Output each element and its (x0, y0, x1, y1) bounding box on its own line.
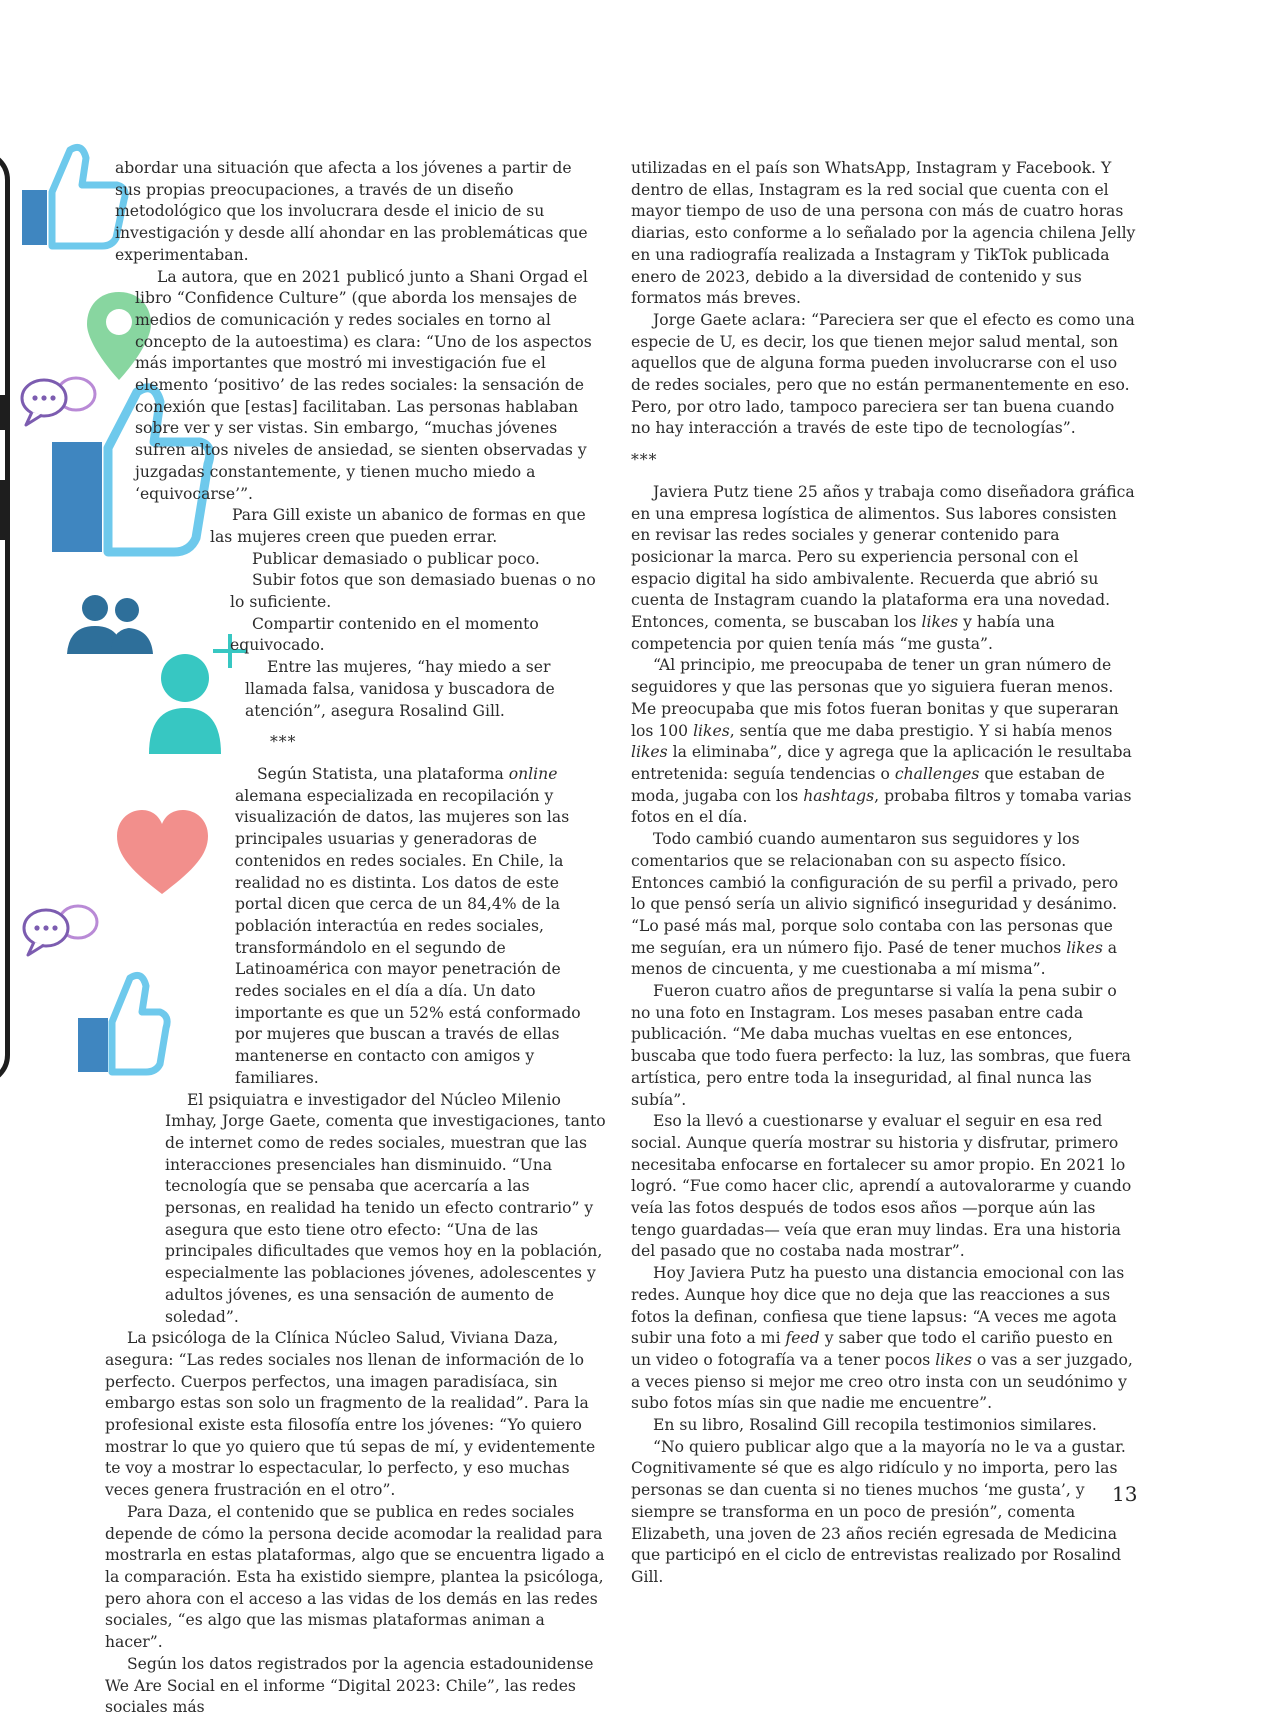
paragraph: abordar una situación que afecta a los jóvenes a partir de sus propias preocupaciones, a través de un diseño metodológico que los involucrara desde el inicio de su investigación y desde allí ahondar en las problemáticas que experimentaban. (115, 159, 588, 264)
section-separator: *** (631, 451, 658, 470)
paragraph: En su libro, Rosalind Gill recopila testimonios similares. (653, 1416, 1097, 1435)
paragraph: utilizadas en el país son WhatsApp, Instagram y Facebook. Y dentro de ellas, Instagram es la red social que cuenta con el mayor tiempo de uso de una persona con más de cuatro horas diarias, esto conforme a lo señalado por la agencia chilena Jelly en una radiografía realizada a Instagram y TikTok publicada enero de 2023, debido a la diversidad de contenido y sus formatos más breves. (631, 159, 1136, 308)
phone-side-button (0, 480, 6, 540)
paragraph: La psicóloga de la Clínica Núcleo Salud, Viviana Daza, asegura: “Las redes sociales nos llenan de información de lo perfecto. Cuerpos perfectos, una imagen paradisíaca, sin embargo estas son solo un fragmento de la realidad”. Para la profesional existe esta filosofía entre los jóvenes: “Yo quiero mostrar lo que yo quiero que tú sepas de mí, y evidentemente te voy a mostrar lo espectacular, lo perfecto, y eso muchas veces genera frustración en el otro”. (105, 1329, 596, 1500)
paragraph: Compartir contenido en el momento equivocado. (230, 614, 539, 655)
paragraph: Todo cambió cuando aumentaron sus seguidores y los comentarios que se relacionaban con su aspecto físico. Entonces cambió la configuración de su perfil a privado, pero lo que pensó sería un alivio significó inseguridad y desánimo. “Lo pasé más mal, porque solo contaba con las personas que me seguían, era un número fijo. Pasé de tener muchos likes a menos de cincuenta, y me cuestionaba a mí misma”. (631, 830, 1119, 979)
paragraph: El psiquiatra e investigador del Núcleo Milenio Imhay, Jorge Gaete, comenta que investigaciones, tanto de internet como de redes sociales, muestran que las interacciones presenciales han disminuido. “Una tecnología que se pensaba que acercaría a las personas, en realidad ha tenido un efecto contrario” y asegura que esto tiene otro efecto: “Una de las principales dificultades que vemos hoy en la población, especialmente las poblaciones jóvenes, adolescentes y adultos jóvenes, es una sensación de aumento de soledad”. (165, 1090, 606, 1326)
left-text-column (105, 158, 607, 1719)
paragraph: Según los datos registrados por la agencia estadounidense We Are Social en el informe “Digital 2023: Chile”, las redes sociales más (105, 1654, 594, 1717)
paragraph: Según Statista, una plataforma online alemana especializada en recopilación y visualización de datos, las mujeres son las principales usuarias y generadoras de contenidos en redes sociales. En Chile, la realidad no es distinta. Los datos de este portal dicen que cerca de un 84,4% de la población interactúa en redes sociales, transformándolo en el segundo de Latinoamérica con mayor penetración de redes sociales en el día a día. Un dato importante es que un 52% está conformado por mujeres que buscan a través de ellas mantenerse en contacto con amigos y familiares. (235, 764, 581, 1087)
paragraph: Entre las mujeres, “hay miedo a ser llamada falsa, vanidosa y buscadora de atención”, asegura Rosalind Gill. (245, 658, 555, 720)
paragraph: “No quiero publicar algo que a la mayoría no le va a gustar. Cognitivamente sé que es algo ridículo y no importa, pero las personas se dan cuenta si no tienes muchos ‘me gusta’, y siempre se transforma en un poco de presión”, comenta Elizabeth, una joven de 23 años recién egresada de Medicina que participó en el ciclo de entrevistas realizado por Rosalind Gill. (631, 1437, 1126, 1586)
paragraph: Publicar demasiado o publicar poco. (252, 549, 540, 568)
paragraph: Para Daza, el contenido que se publica en redes sociales depende de cómo la persona decide acomodar la realidad para mostrarla en estas plataformas, algo que se encuentra ligado a la comparación. Esta ha existido siempre, plantea la psicóloga, pero ahora con el acceso a las vidas de los demás en las redes sociales, “es algo que las mismas plataformas animan a hacer”. (105, 1502, 605, 1652)
phone-frame (0, 150, 10, 1085)
right-text-column (631, 158, 1136, 1589)
paragraph: Subir fotos que son demasiado buenas o no lo suficiente. (230, 571, 596, 612)
phone-side-button (0, 395, 6, 430)
chat-bubbles-icon (20, 900, 100, 960)
paragraph: Fueron cuatro años de preguntarse si valía la pena subir o no una foto en Instagram. Los meses pasaban entre cada publicación. “Me daba muchas vueltas en ese entonces, buscaba que todo fuera perfecto: la luz, las sombras, que fuera artística, pero entre toda la inseguridad, al final nunca las subía”. (631, 982, 1131, 1109)
paragraph: Para Gill existe un abanico de formas en que las mujeres creen que pueden errar. (210, 506, 586, 546)
paragraph: “Al principio, me preocupaba de tener un gran número de seguidores y que las personas que yo siguiera fueran menos. Me preocupaba que mis fotos fueran bonitas y que superaran los 100 likes, sentía que me daba prestigio. Y si había menos likes la eliminaba”, dice y agrega que la aplicación le resultaba entretenida: seguía tendencias o challenges que estaban de moda, jugaba con los hashtags, probaba filtros y tomaba varias fotos en el día. (631, 656, 1132, 827)
paragraph: Jorge Gaete aclara: “Pareciera ser que el efecto es como una especie de U, es decir, los que tienen mejor salud mental, son aquellos que de alguna forma pueden involucrarse con el uso de redes sociales, pero que no están permanentemente en eso. Pero, por otro lado, tampoco pareciera ser tan buena cuando no hay interacción a través de este tipo de tecnologías”. (631, 310, 1135, 438)
paragraph: Eso la llevó a cuestionarse y evaluar el seguir en esa red social. Aunque quería mostrar su historia y disfrutar, primero necesitaba enfocarse en fortalecer su amor propio. En 2021 lo logró. “Fue como hacer clic, aprendí a autovalorarme y cuando veía las fotos después de todos esos años —porque aún las tengo guardadas— veía que eran muy lindas. Era una historia del pasado que no costaba nada mostrar”. (631, 1112, 1132, 1261)
paragraph: La autora, que en 2021 publicó junto a Shani Orgad el libro “Confidence Culture” (que aborda los mensajes de medios de comunicación y redes sociales en torno al concepto de la autoestima) es clara: “Uno de los aspectos más importantes que mostró mi investigación fue el elemento ‘positivo’ de las redes sociales: la sensación de conexión que [estas] facilitaban. Las personas hablaban sobre ver y ser vistas. Sin embargo, “muchas jóvenes sufren altos niveles de ansiedad, se sienten observadas y juzgadas constantemente, y tienen mucho miedo a ‘equivocarse’”. (135, 267, 592, 503)
paragraph: Javiera Putz tiene 25 años y trabaja como diseñadora gráfica en una empresa logística de alimentos. Sus labores consisten en revisar las redes sociales y generar contenido para posicionar la marca. Pero su experiencia personal con el espacio digital ha sido ambivalente. Recuerda que abrió su cuenta de Instagram cuando la plataforma era una novedad. Entonces, comenta, se buscaban los likes y había una competencia por quien tenía más “me gusta”. (631, 482, 1135, 653)
paragraph: Hoy Javiera Putz ha puesto una distancia emocional con las redes. Aunque hoy dice que no deja que las reacciones a sus fotos la definan, confiesa que tiene lapsus: “A veces me agota subir una foto a mi feed y saber que todo el cariño puesto en un video o fotografía va a tener pocos likes o vas a ser juzgado, a veces pienso si mejor me creo otro insta con un seudónimo y subo fotos mías sin que nadie me encuentre”. (631, 1264, 1133, 1413)
section-separator: *** (270, 733, 297, 752)
page-number: 13 (1112, 1482, 1138, 1506)
